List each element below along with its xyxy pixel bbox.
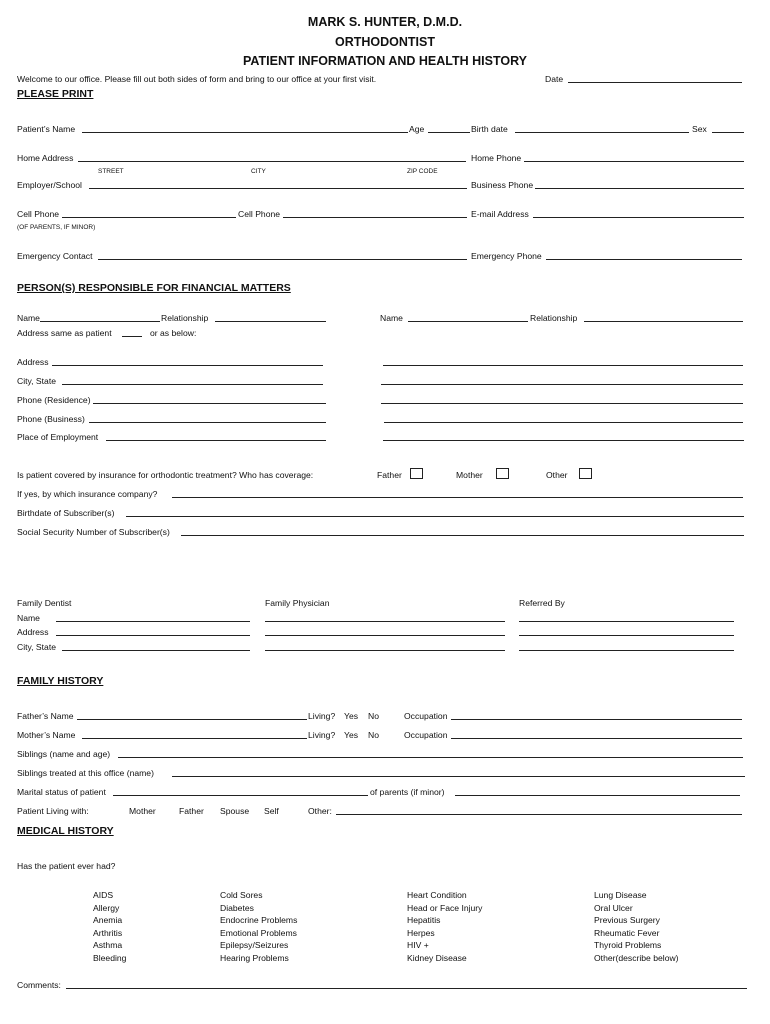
parents-note: (OF PARENTS, IF MINOR) [17,224,96,231]
condition-hiv[interactable]: HIV + [407,940,429,950]
comments-field[interactable] [66,988,747,989]
father-living-no[interactable]: No [368,711,379,721]
fathers-name-field[interactable] [77,719,307,720]
physician-address-field[interactable] [265,635,505,636]
resp2-phone-residence-field[interactable] [381,403,743,404]
cell-phone-1-field[interactable] [62,217,236,218]
insurance-company-label: If yes, by which insurance company? [17,489,158,499]
same-as-patient-label: Address same as patient [17,328,112,338]
condition-endocrine[interactable]: Endocrine Problems [220,915,298,925]
condition-oral-ulcer[interactable]: Oral Ulcer [594,903,633,913]
referred-by-label: Referred By [519,598,565,608]
dentist-city-state-field[interactable] [62,650,250,651]
birthdate-field[interactable] [515,132,689,133]
email-label: E-mail Address [471,209,529,219]
condition-epilepsy[interactable]: Epilepsy/Seizures [220,940,289,950]
coverage-other-label: Other [546,470,568,480]
or-below-label: or as below: [150,328,197,338]
referrer-city-state-field[interactable] [519,650,734,651]
zip-caption: ZIP CODE [407,168,438,175]
condition-emotional[interactable]: Emotional Problems [220,928,297,938]
insurance-company-field[interactable] [172,497,743,498]
resp-address-label: Address [17,357,49,367]
mother-occupation-field[interactable] [451,738,742,739]
subscriber-birthdate-field[interactable] [126,516,744,517]
doctor-address-label: Address [17,627,49,637]
doctor-city-state-label: City, State [17,642,57,652]
resp1-name-field[interactable] [40,321,160,322]
condition-anemia[interactable]: Anemia [93,915,123,925]
condition-arthritis[interactable]: Arthritis [93,928,123,938]
employer-field[interactable] [89,188,467,189]
resp2-relationship-field[interactable] [584,321,743,322]
subscriber-ssn-label: Social Security Number of Subscriber(s) [17,527,170,537]
condition-diabetes[interactable]: Diabetes [220,903,254,913]
resp-employment-label: Place of Employment [17,432,99,442]
condition-cold-sores[interactable]: Cold Sores [220,890,263,900]
emergency-phone-label: Emergency Phone [471,251,542,261]
specialty: ORTHODONTIST [335,35,435,49]
doctor-name: MARK S. HUNTER, D.M.D. [307,15,463,29]
condition-hepatitis[interactable]: Hepatitis [407,915,441,925]
condition-bleeding[interactable]: Bleeding [93,953,127,963]
resp1-name-label: Name [17,313,40,323]
resp1-address-field[interactable] [52,365,323,366]
sex-label: Sex [692,124,707,134]
resp2-name-label: Name [380,313,403,323]
coverage-other-checkbox[interactable] [579,468,592,479]
home-phone-label: Home Phone [471,153,522,163]
referrer-name-field[interactable] [519,621,734,622]
living-with-other-field[interactable] [336,814,742,815]
emergency-phone-field[interactable] [546,259,742,260]
same-as-patient-field[interactable] [122,336,142,337]
resp-phone-business-label: Phone (Business) [17,414,85,424]
street-caption: STREET [98,168,124,175]
marital-status-field[interactable] [113,795,368,796]
condition-previous-surgery[interactable]: Previous Surgery [594,915,660,925]
living-with-self[interactable]: Self [264,806,279,816]
family-dentist-label: Family Dentist [17,598,72,608]
resp1-phone-business-field[interactable] [89,422,326,423]
condition-thyroid[interactable]: Thyroid Problems [594,940,662,950]
referrer-address-field[interactable] [519,635,734,636]
resp-phone-residence-label: Phone (Residence) [17,395,91,405]
sex-field[interactable] [712,132,744,133]
resp2-address-field[interactable] [383,365,743,366]
mother-living-label: Living? [308,730,336,740]
resp2-relationship-label: Relationship [530,313,578,323]
city-caption: CITY [251,168,266,175]
fathers-name-label: Father’s Name [17,711,74,721]
condition-other[interactable]: Other(describe below) [594,953,679,963]
comments-label: Comments: [17,980,61,990]
physician-city-state-field[interactable] [265,650,505,651]
resp1-phone-residence-field[interactable] [93,403,326,404]
coverage-father-label: Father [377,470,402,480]
condition-kidney[interactable]: Kidney Disease [407,953,467,963]
father-occupation-field[interactable] [451,719,742,720]
condition-herpes[interactable]: Herpes [407,928,435,938]
coverage-mother-label: Mother [456,470,483,480]
insurance-question: Is patient covered by insurance for orthodontic treatment? Who has coverage: [17,470,314,480]
age-field[interactable] [428,132,470,133]
resp1-employment-field[interactable] [106,440,326,441]
condition-hearing[interactable]: Hearing Problems [220,953,289,963]
parents-marital-field[interactable] [455,795,740,796]
home-address-field[interactable] [78,161,466,162]
doctor-name-label: Name [17,613,40,623]
cell-phone-2-field[interactable] [283,217,467,218]
business-phone-label: Business Phone [471,180,534,190]
resp1-city-state-field[interactable] [62,384,323,385]
physician-name-field[interactable] [265,621,505,622]
siblings-treated-field[interactable] [172,776,745,777]
living-with-other-label: Other: [308,806,332,816]
birthdate-label: Birth date [471,124,508,134]
resp-city-state-label: City, State [17,376,57,386]
mothers-name-label: Mother’s Name [17,730,76,740]
family-history-title: FAMILY HISTORY [17,675,104,687]
father-living-yes[interactable]: Yes [344,711,359,721]
cell-phone-2-label: Cell Phone [238,209,281,219]
medical-history-title: MEDICAL HISTORY [17,825,114,837]
condition-rheumatic-fever[interactable]: Rheumatic Fever [594,928,660,938]
patient-living-with-label: Patient Living with: [17,806,89,816]
email-field[interactable] [533,217,744,218]
resp1-relationship-field[interactable] [215,321,326,322]
condition-head-face-injury[interactable]: Head or Face Injury [407,903,483,913]
siblings-treated-label: Siblings treated at this office (name) [17,768,154,778]
financial-section-title: PERSON(S) RESPONSIBLE FOR FINANCIAL MATTERS [17,282,291,294]
living-with-spouse[interactable]: Spouse [220,806,250,816]
patient-name-label: Patient’s Name [17,124,76,134]
mothers-name-field[interactable] [82,738,307,739]
siblings-label: Siblings (name and age) [17,749,111,759]
resp1-relationship-label: Relationship [161,313,209,323]
home-address-label: Home Address [17,153,74,163]
date-field[interactable] [568,82,742,83]
date-label: Date [545,74,564,84]
siblings-field[interactable] [118,757,743,758]
family-physician-label: Family Physician [265,598,330,608]
condition-heart[interactable]: Heart Condition [407,890,467,900]
resp2-city-state-field[interactable] [381,384,743,385]
business-phone-field[interactable] [535,188,744,189]
coverage-father-checkbox[interactable] [410,468,423,479]
dentist-address-field[interactable] [56,635,250,636]
cell-phone-1-label: Cell Phone [17,209,60,219]
condition-lung[interactable]: Lung Disease [594,890,647,900]
resp2-phone-business-field[interactable] [384,422,743,423]
mother-living-yes[interactable]: Yes [344,730,359,740]
medical-question: Has the patient ever had? [17,861,116,871]
please-print: PLEASE PRINT [17,88,94,100]
marital-status-label: Marital status of patient [17,787,106,797]
home-phone-field[interactable] [524,161,744,162]
resp2-employment-field[interactable] [383,440,744,441]
father-living-label: Living? [308,711,336,721]
age-label: Age [409,124,425,134]
condition-allergy[interactable]: Allergy [93,903,120,913]
dentist-name-field[interactable] [56,621,250,622]
condition-aids[interactable]: AIDS [93,890,114,900]
subscriber-birthdate-label: Birthdate of Subscriber(s) [17,508,115,518]
resp2-name-field[interactable] [408,321,528,322]
condition-asthma[interactable]: Asthma [93,940,123,950]
coverage-mother-checkbox[interactable] [496,468,509,479]
living-with-mother[interactable]: Mother [129,806,156,816]
parents-marital-label: of parents (if minor) [370,787,445,797]
subscriber-ssn-field[interactable] [181,535,744,536]
employer-label: Employer/School [17,180,82,190]
emergency-contact-label: Emergency Contact [17,251,93,261]
emergency-contact-field[interactable] [98,259,467,260]
form-title: PATIENT INFORMATION AND HEALTH HISTORY [242,54,527,68]
living-with-father[interactable]: Father [179,806,204,816]
welcome-text: Welcome to our office. Please fill out both sides of form and bring to our office at your first visit. [17,74,377,84]
father-occupation-label: Occupation [404,711,448,721]
patient-name-field[interactable] [82,132,408,133]
mother-living-no[interactable]: No [368,730,379,740]
mother-occupation-label: Occupation [404,730,448,740]
